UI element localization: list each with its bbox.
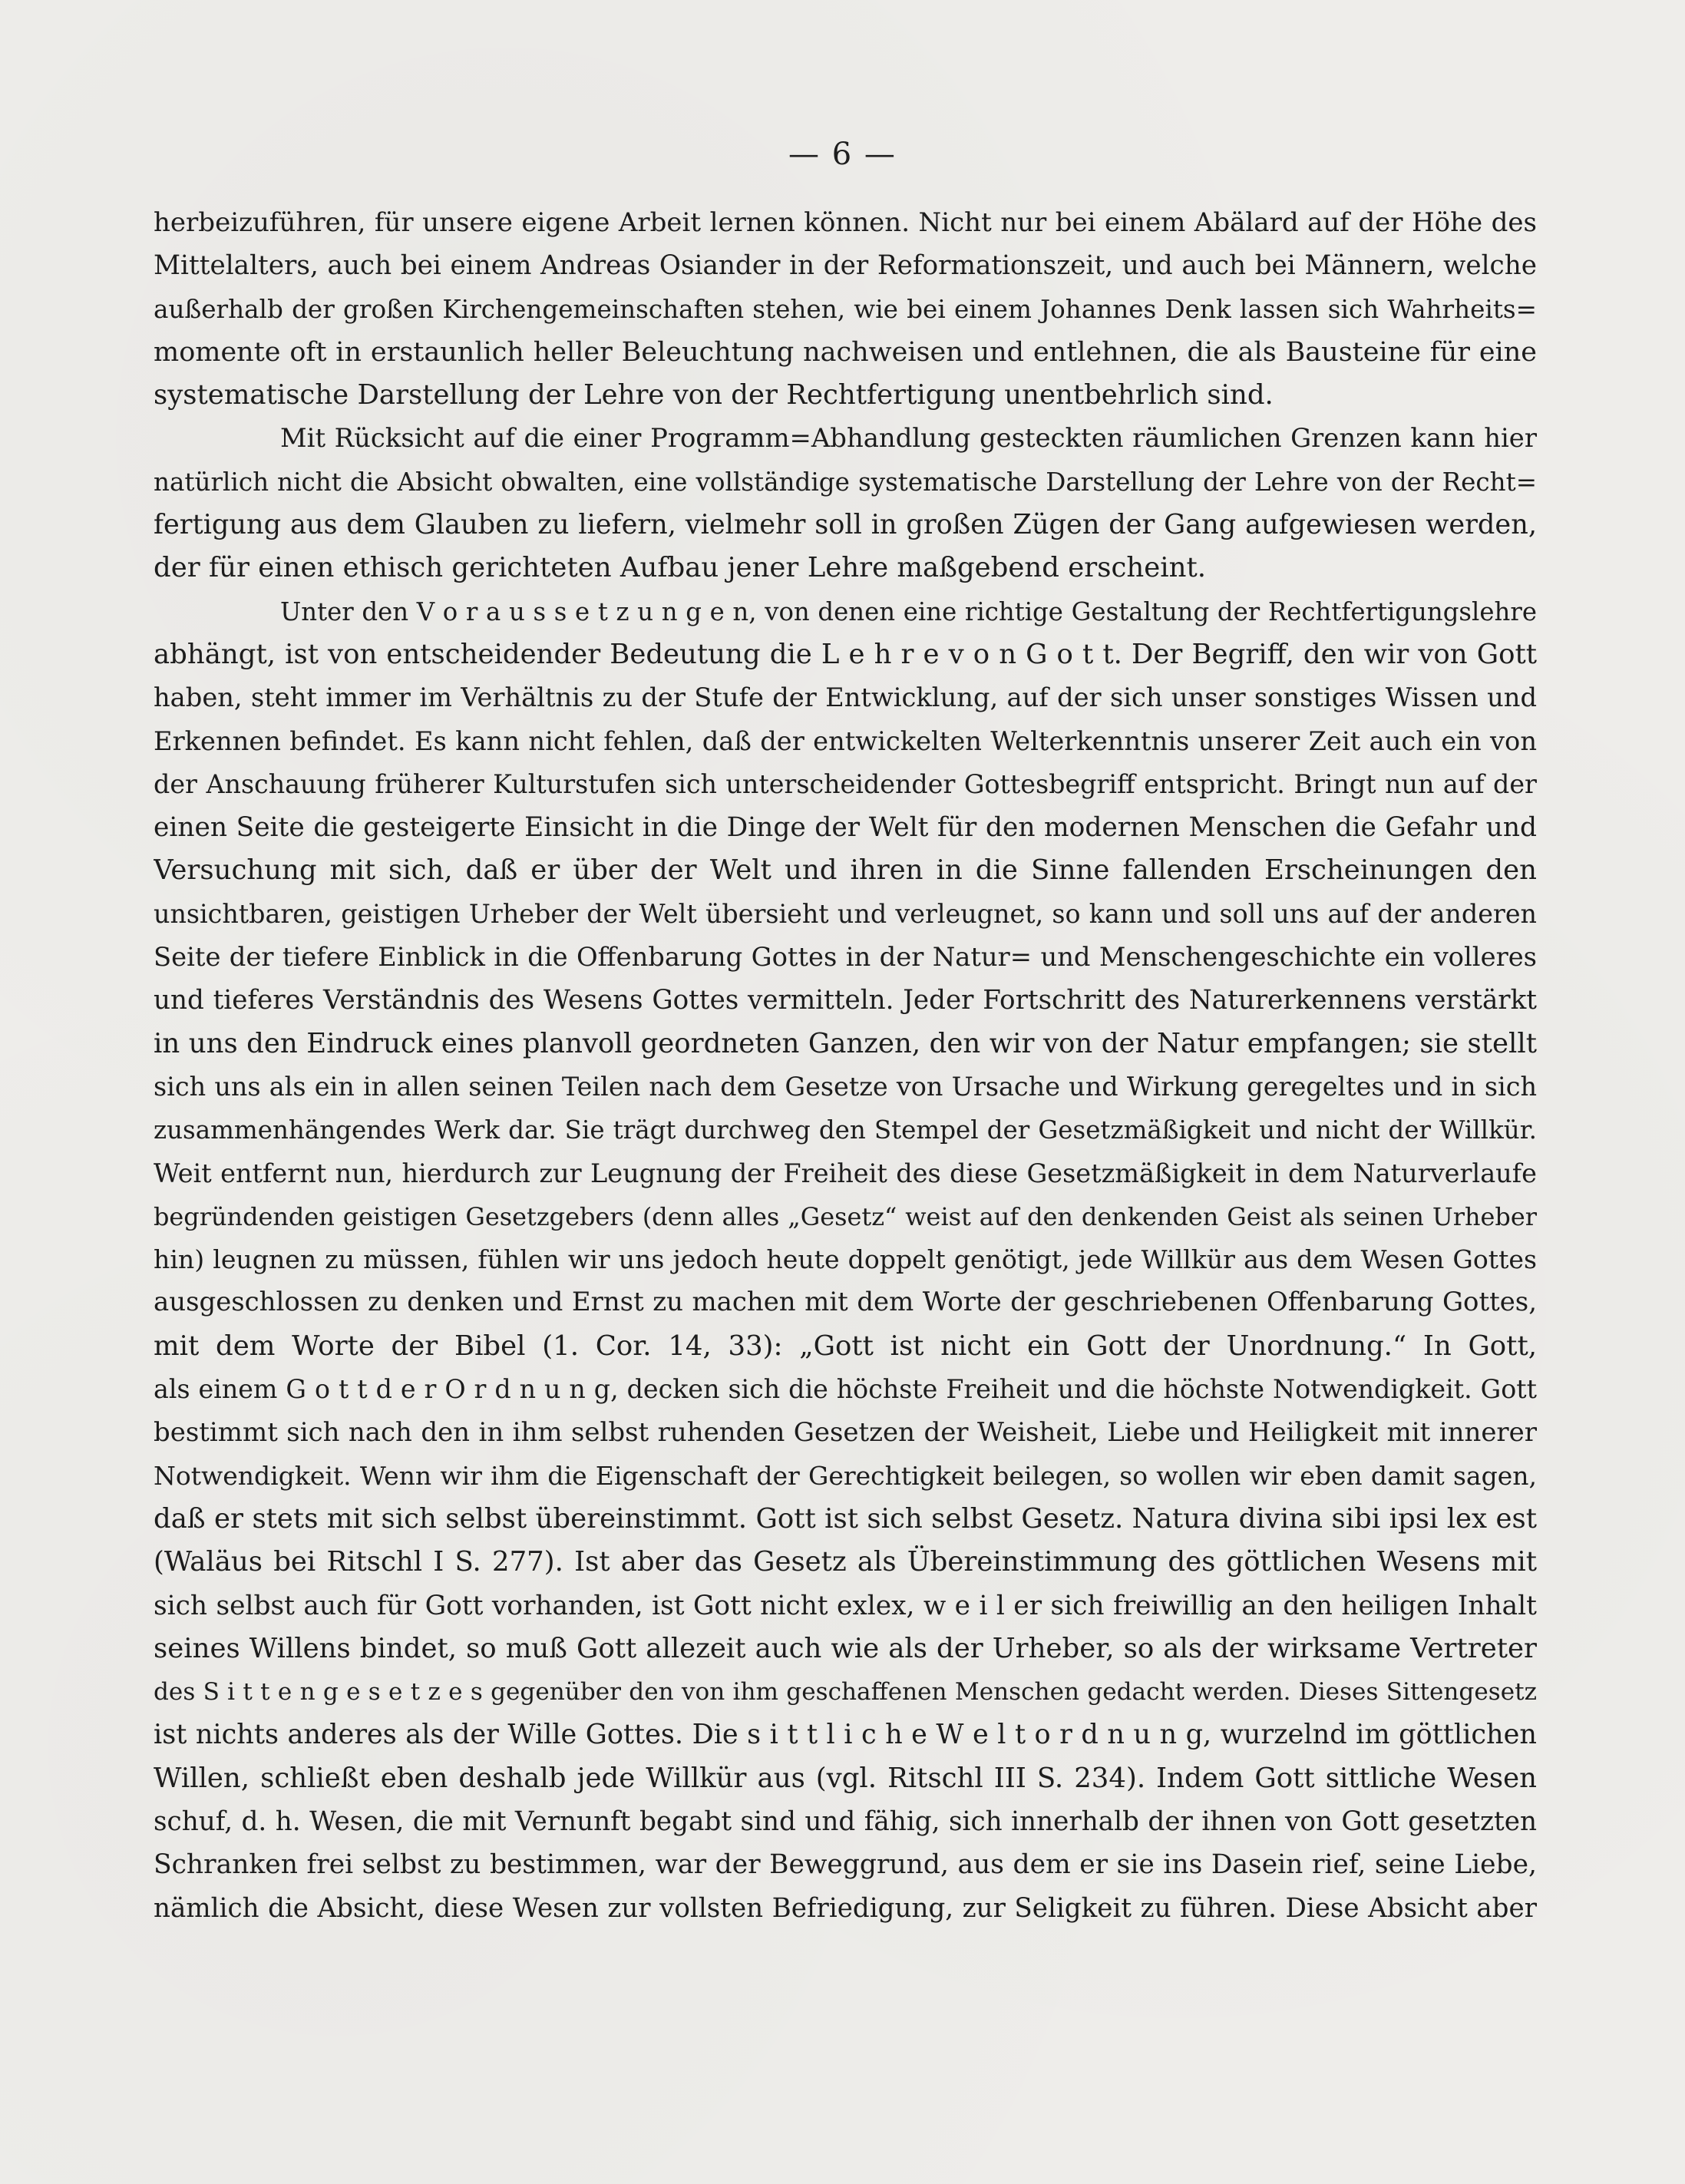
text-line: haben, steht immer im Verhältnis zu der Stufe der Entwicklung, auf der sich unser sonstiges Wissen und <box>154 682 1537 713</box>
text-line: Mit Rücksicht auf die einer Programm=Abhandlung gesteckten räumlichen Grenzen kann hier <box>280 423 1537 454</box>
text-line: unsichtbaren, geistigen Urheber der Welt übersieht und verleugnet, so kann und soll uns auf der anderen <box>154 898 1537 929</box>
text-line: ausgeschlossen zu denken und Ernst zu machen mit dem Worte der geschriebenen Offenbarung Gottes, <box>154 1287 1537 1318</box>
text-line: sich uns als ein in allen seinen Teilen nach dem Gesetze von Ursache und Wirkung geregeltes und in sich <box>154 1071 1537 1102</box>
text-line: abhängt, ist von entscheidender Bedeutung die L e h r e v o n G o t t. Der Begriff, den wir von Gott <box>154 638 1537 670</box>
text-line: Schranken frei selbst zu bestimmen, war der Beweggrund, aus dem er sie ins Dasein rief, seine Liebe, <box>154 1849 1537 1881</box>
text-line: mit dem Worte der Bibel (1. Cor. 14, 33): „Gott ist nicht ein Gott der Unordnung.“ In Gott, <box>154 1330 1537 1362</box>
text-line: Erkennen befindet. Es kann nicht fehlen, daß der entwickelten Welterkenntnis unserer Zeit auch ein von <box>154 725 1537 756</box>
text-line: herbeizuführen, für unsere eigene Arbeit lernen können. Nicht nur bei einem Abälard auf der Höhe des <box>154 207 1537 238</box>
text-line: bestimmt sich nach den in ihm selbst ruhenden Gesetzen der Weisheit, Liebe und Heiligkeit mit innerer <box>154 1417 1537 1449</box>
text-line: in uns den Eindruck eines planvoll geordneten Ganzen, den wir von der Natur empfangen; sie stellt <box>154 1027 1537 1059</box>
text-line: und tieferes Verständnis des Wesens Gottes vermitteln. Jeder Fortschritt des Naturerkennens verstärkt <box>154 985 1537 1016</box>
body-text <box>154 201 1537 1930</box>
text-line: als einem G o t t d e r O r d n u n g, decken sich die höchste Freiheit und die höchste Notwendigkeit. Gott <box>154 1374 1537 1405</box>
text-line: der für einen ethisch gerichteten Aufbau jener Lehre maßgebend erscheint. <box>154 552 1206 584</box>
text-line: ist nichts anderes als der Wille Gottes. Die s i t t l i c h e W e l t o r d n u n g, wurzelnd im göttlichen <box>154 1719 1537 1751</box>
text-line: systematische Darstellung der Lehre von der Rechtfertigung unentbehrlich sind. <box>154 379 1274 411</box>
text-line: (Waläus bei Ritschl I S. 277). Ist aber das Gesetz als Übereinstimmung des göttlichen Wesens mit <box>154 1546 1537 1578</box>
text-line: Unter den V o r a u s s e t z u n g e n, von denen eine richtige Gestaltung der Rechtfertigungslehre <box>280 596 1537 626</box>
text-line: daß er stets mit sich selbst übereinstimmt. Gott ist sich selbst Gesetz. Natura divina sibi ipsi lex est <box>154 1502 1537 1535</box>
text-line: Versuchung mit sich, daß er über der Welt und ihren in die Sinne fallenden Erscheinungen den <box>154 854 1537 887</box>
text-line: momente oft in erstaunlich heller Beleuchtung nachweisen und entlehnen, die als Bausteine für eine <box>154 336 1537 368</box>
text-line: Weit entfernt nun, hierdurch zur Leugnung der Freiheit des diese Gesetzmäßigkeit in dem Naturverlaufe <box>154 1158 1537 1188</box>
text-line: zusammenhängendes Werk dar. Sie trägt durchweg den Stempel der Gesetzmäßigkeit und nicht der Willkür. <box>154 1115 1537 1145</box>
text-line: Mittelalters, auch bei einem Andreas Osiander in der Reformationszeit, und auch bei Männern, welche <box>154 250 1537 282</box>
text-line: Notwendigkeit. Wenn wir ihm die Eigenschaft der Gerechtigkeit beilegen, so wollen wir eben damit sagen, <box>154 1460 1537 1491</box>
text-line: der Anschauung früherer Kulturstufen sich unterscheidender Gottesbegriff entspricht. Bringt nun auf der <box>154 768 1537 799</box>
text-line: begründenden geistigen Gesetzgebers (denn alles „Gesetz“ weist auf den denkenden Geist als seinen Urheber <box>154 1201 1537 1231</box>
text-line: einen Seite die gesteigerte Einsicht in die Dinge der Welt für den modernen Menschen die Gefahr und <box>154 812 1537 844</box>
text-line: des S i t t e n g e s e t z e s gegenüber den von ihm geschaffenen Menschen gedacht werden. Dieses Sittengesetz <box>154 1678 1537 1707</box>
text-line: außerhalb der großen Kirchengemeinschaften stehen, wie bei einem Johannes Denk lassen sich Wahrheits= <box>154 294 1537 324</box>
text-line: Willen, schließt eben deshalb jede Willkür aus (vgl. Ritschl III S. 234). Indem Gott sittliche Wesen <box>154 1762 1537 1794</box>
text-line: sich selbst auch für Gott vorhanden, ist Gott nicht exlex, w e i l er sich freiwillig an den heiligen Inhalt <box>154 1590 1537 1621</box>
text-line: seines Willens bindet, so muß Gott allezeit auch wie als der Urheber, so als der wirksame Vertreter <box>154 1632 1537 1664</box>
text-line: schuf, d. h. Wesen, die mit Vernunft begabt sind und fähig, sich innerhalb der ihnen von Gott gesetzten <box>154 1806 1537 1837</box>
page-number: — 6 — <box>788 137 897 172</box>
text-line: fertigung aus dem Glauben zu liefern, vielmehr soll in großen Zügen der Gang aufgewiesen werden, <box>154 509 1537 541</box>
text-line: natürlich nicht die Absicht obwalten, eine vollständige systematische Darstellung der Lehre von der Recht= <box>154 467 1537 497</box>
text-line: Seite der tiefere Einblick in die Offenbarung Gottes in der Natur= und Menschengeschichte ein volleres <box>154 942 1537 973</box>
text-line: nämlich die Absicht, diese Wesen zur vollsten Befriedigung, zur Seligkeit zu führen. Diese Absicht aber <box>154 1892 1537 1924</box>
text-line: hin) leugnen zu müssen, fühlen wir uns jedoch heute doppelt genötigt, jede Willkür aus dem Wesen Gottes <box>154 1244 1537 1275</box>
